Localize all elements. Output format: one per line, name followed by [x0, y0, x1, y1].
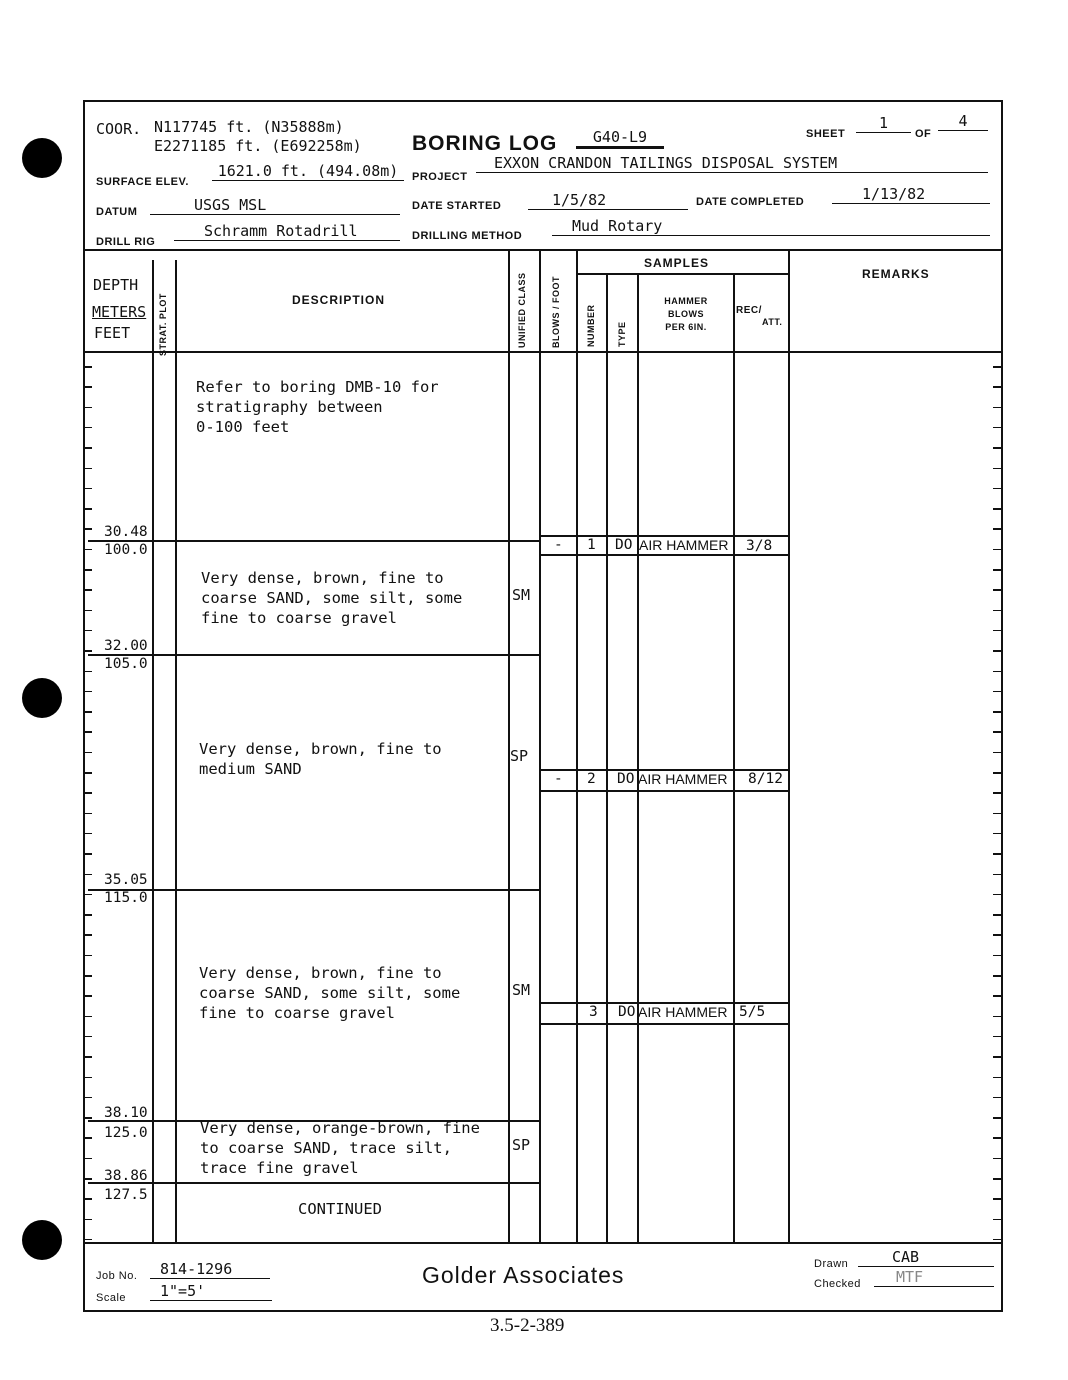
scale-tick [993, 1077, 1001, 1079]
scale-label: Scale [96, 1292, 127, 1304]
scale-tick [993, 955, 1001, 957]
layer-bottom-feet: 125.0 [104, 1125, 148, 1141]
scale-tick [84, 853, 92, 855]
drilling-method: Mud Rotary [552, 217, 990, 236]
punch-hole-middle [22, 678, 62, 718]
scale-tick [84, 711, 92, 713]
sample-hammer: AIR HAMMER [638, 771, 728, 787]
scale-tick [993, 711, 1001, 713]
scale-tick [84, 1158, 92, 1160]
scale-tick [84, 894, 92, 896]
scale-tick [993, 1097, 1001, 1099]
sample-blows: - [554, 995, 563, 1011]
form-title: BORING LOG [412, 132, 558, 155]
scale-tick [84, 955, 92, 957]
scale-tick [993, 995, 1001, 997]
scale-tick [84, 833, 92, 835]
scale-tick [84, 731, 92, 733]
scale-tick [84, 691, 92, 693]
scale-tick [84, 934, 92, 936]
scale-tick [993, 386, 1001, 388]
scale-tick [84, 447, 92, 449]
layer-bottom-feet: 115.0 [104, 890, 148, 906]
sample-type: DO [618, 1004, 636, 1020]
scale-tick [993, 488, 1001, 490]
scale-tick [993, 833, 1001, 835]
layer-bottom-meters: 30.48 [104, 524, 148, 540]
scale-tick [993, 731, 1001, 733]
col-unified-class: UNIFIED CLASS [517, 272, 527, 348]
sample-rec: 3/8 [746, 538, 773, 554]
col-strat-plot: STRAT. PLOT [158, 293, 168, 356]
datum: USGS MSL [150, 196, 400, 215]
scale-tick [84, 630, 92, 632]
layer-bottom-feet: 105.0 [104, 656, 148, 672]
checked-by: MTF [874, 1268, 994, 1287]
scale-tick [84, 874, 92, 876]
continued-label: CONTINUED [298, 1200, 382, 1218]
layer-description: Very dense, brown, fine to coarse SAND, some silt, some fine to coarse gravel [199, 964, 461, 1022]
scale-tick [84, 1016, 92, 1018]
job-number: 814-1296 [150, 1260, 270, 1279]
scale-tick [993, 610, 1001, 612]
scale-tick [993, 1198, 1001, 1200]
project-name: EXXON CRANDON TAILINGS DISPOSAL SYSTEM [476, 154, 988, 173]
layer-bottom-meters: 38.10 [104, 1105, 148, 1121]
of-label: OF [915, 128, 932, 140]
scale-tick [993, 1158, 1001, 1160]
sample-hammer: AIR HAMMER [639, 537, 729, 553]
scale-tick [84, 975, 92, 977]
datum-label: DATUM [96, 206, 138, 218]
date-started: 1/5/82 [528, 191, 688, 210]
scale-tick [993, 1137, 1001, 1139]
scale-tick [84, 366, 92, 368]
scale-tick [993, 813, 1001, 815]
col-feet: FEET [94, 324, 131, 342]
layer-bottom-meters: 38.86 [104, 1168, 148, 1184]
sample-type: DO [615, 537, 633, 553]
layer-bottom-feet: 127.5 [104, 1187, 148, 1203]
sample-type: DO [617, 771, 635, 787]
scale-tick [84, 508, 92, 510]
scale-tick [993, 407, 1001, 409]
sample-rec: 8/12 [748, 771, 783, 787]
col-type: TYPE [617, 321, 627, 347]
scale-tick [993, 1056, 1001, 1058]
scale-tick [84, 752, 92, 754]
scale-tick [84, 468, 92, 470]
scale-tick [84, 528, 92, 530]
layer-description: Refer to boring DMB-10 for stratigraphy between 0-100 feet [196, 378, 439, 436]
punch-hole-bottom [22, 1220, 62, 1260]
scale-tick [84, 914, 92, 916]
scale-tick [993, 1117, 1001, 1119]
scale-tick [993, 874, 1001, 876]
layer-description: Very dense, orange-brown, fine to coarse SAND, trace silt, trace fine gravel [200, 1119, 480, 1177]
scale-tick [84, 407, 92, 409]
coor-label: COOR. [96, 120, 142, 138]
scale-tick [84, 1219, 92, 1221]
scale-tick [993, 914, 1001, 916]
drawn-label: Drawn [814, 1258, 849, 1270]
date-completed: 1/13/82 [832, 185, 990, 204]
page-number: 3.5-2-389 [490, 1315, 565, 1336]
sample-hammer: AIR HAMMER [638, 1004, 728, 1020]
scale-tick [993, 427, 1001, 429]
surface-elev: 1621.0 ft. (494.08m) [212, 162, 404, 181]
scale-tick [84, 569, 92, 571]
layer-description: Very dense, brown, fine to coarse SAND, some silt, some fine to coarse gravel [201, 569, 463, 627]
layer-unified-class: SM [512, 586, 531, 604]
company-name: Golder Associates [422, 1262, 625, 1288]
scale-tick [993, 589, 1001, 591]
scale-tick [84, 671, 92, 673]
boring-id: G40-L9 [576, 128, 664, 149]
scale-tick [993, 549, 1001, 551]
scale-tick [993, 1219, 1001, 1221]
coor-northing: N117745 ft. (N35888m) [154, 118, 344, 136]
layer-unified-class: SP [510, 747, 529, 765]
layer-unified-class: SP [512, 1136, 531, 1154]
scale-tick [84, 1077, 92, 1079]
sample-number: 3 [589, 1004, 598, 1020]
scale-tick [84, 1097, 92, 1099]
scale-tick [993, 853, 1001, 855]
scale-tick [84, 995, 92, 997]
col-remarks: REMARKS [862, 267, 930, 281]
scale-tick [84, 589, 92, 591]
scale-tick [993, 569, 1001, 571]
scale-tick [993, 508, 1001, 510]
scale-tick [993, 934, 1001, 936]
scale-tick [84, 1056, 92, 1058]
scale-tick [993, 1016, 1001, 1018]
scale-tick [993, 650, 1001, 652]
scale-tick [993, 792, 1001, 794]
col-hammer-blows: HAMMER BLOWS PER 6IN. [664, 296, 708, 332]
layer-bottom-feet: 100.0 [104, 542, 148, 558]
scale-tick [84, 1036, 92, 1038]
layer-unified-class: SM [512, 981, 531, 999]
scale-tick [84, 610, 92, 612]
sample-number: 1 [587, 537, 596, 553]
sheet-label: SHEET [806, 128, 846, 140]
drill-rig: Schramm Rotadrill [174, 222, 400, 241]
project-label: PROJECT [412, 171, 468, 183]
scale-tick [993, 691, 1001, 693]
col-blows-foot: BLOWS / FOOT [551, 276, 561, 348]
col-rec: REC/ [736, 305, 762, 316]
sample-number: 2 [587, 771, 596, 787]
scale-tick [84, 427, 92, 429]
coor-easting: E2271185 ft. (E692258m) [154, 137, 362, 155]
scale-tick [993, 1036, 1001, 1038]
scale-tick [84, 1137, 92, 1139]
scale-tick [993, 1239, 1001, 1241]
date-completed-label: DATE COMPLETED [696, 196, 805, 208]
layer-bottom-meters: 35.05 [104, 872, 148, 888]
scale-tick [993, 366, 1001, 368]
scale-tick [84, 813, 92, 815]
col-depth: DEPTH [93, 276, 139, 294]
sheet-number: 1 [856, 114, 911, 133]
scale-tick [84, 386, 92, 388]
col-att: ATT. [762, 317, 783, 327]
scale-tick [84, 1198, 92, 1200]
drilling-method-label: DRILLING METHOD [412, 230, 523, 242]
surface-elev-label: SURFACE ELEV. [96, 176, 189, 188]
col-number: NUMBER [586, 304, 596, 347]
drill-rig-label: DRILL RIG [96, 236, 156, 248]
date-started-label: DATE STARTED [412, 200, 502, 212]
scale-tick [993, 894, 1001, 896]
scale-tick [993, 447, 1001, 449]
sample-rec: 5/5 [739, 1004, 766, 1020]
col-description: DESCRIPTION [292, 293, 386, 307]
scale-tick [993, 752, 1001, 754]
scale-tick [993, 975, 1001, 977]
scale-tick [84, 488, 92, 490]
scale-tick [84, 650, 92, 652]
scale-tick [993, 671, 1001, 673]
layer-bottom-meters: 32.00 [104, 638, 148, 654]
scale-tick [993, 468, 1001, 470]
scale-tick [993, 630, 1001, 632]
scale-tick [84, 772, 92, 774]
scale-tick [993, 1178, 1001, 1180]
scale-tick [84, 549, 92, 551]
scale-tick [993, 772, 1001, 774]
scale-tick [993, 528, 1001, 530]
scale-value: 1"=5' [150, 1282, 272, 1301]
scale-tick [84, 1239, 92, 1241]
layer-description: Very dense, brown, fine to medium SAND [199, 740, 442, 778]
col-samples: SAMPLES [644, 256, 710, 270]
scale-tick [84, 792, 92, 794]
sample-blows: - [554, 771, 563, 787]
job-number-label: Job No. [96, 1270, 138, 1282]
sample-blows: - [554, 537, 563, 553]
col-meters: METERS [92, 303, 147, 321]
punch-hole-top [22, 138, 62, 178]
scale-tick [84, 1117, 92, 1119]
drawn-by: CAB [858, 1248, 994, 1267]
scale-tick [84, 1178, 92, 1180]
sheet-total: 4 [938, 112, 988, 131]
checked-label: Checked [814, 1278, 861, 1290]
